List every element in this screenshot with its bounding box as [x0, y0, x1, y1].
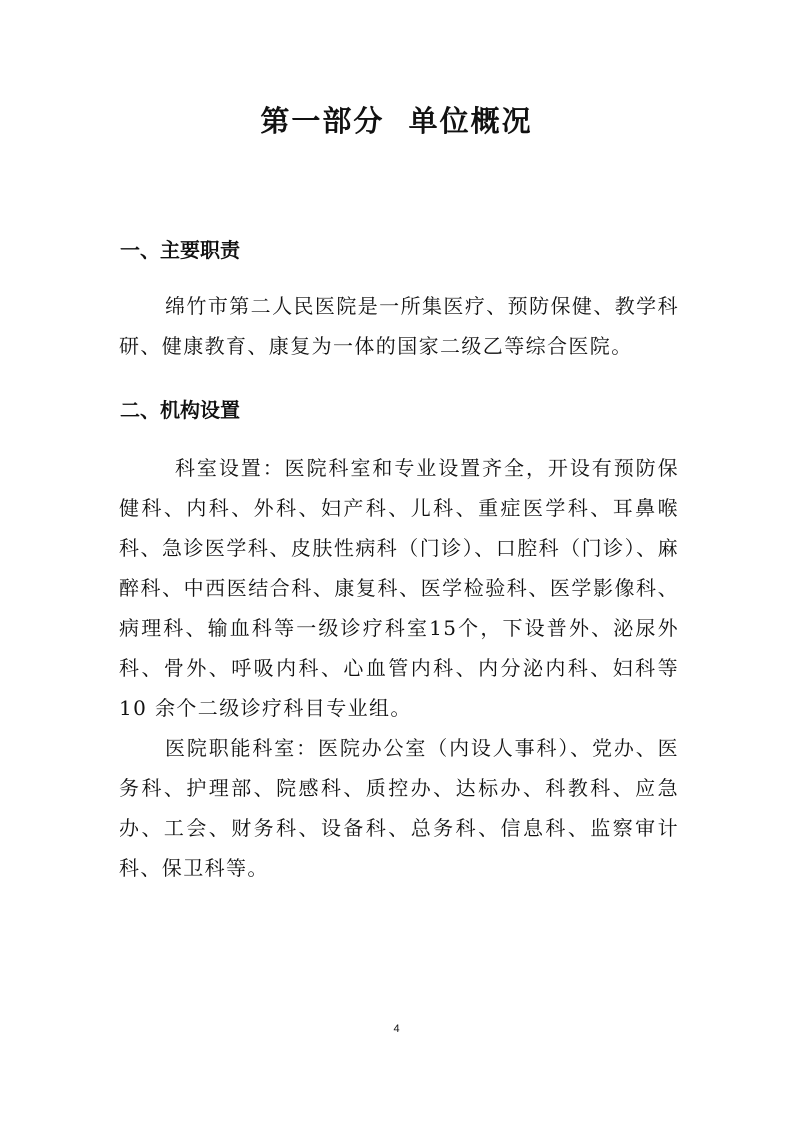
section-heading-main-duties: 一、主要职责 [120, 238, 240, 262]
page-title: 第一部分 单位概况 [260, 104, 533, 138]
paragraph-main-duties: 绵竹市第二人民医院是一所集医疗、预防保健、教学科研、健康教育、康复为一体的国家二级乙等综合医院。 [119, 294, 679, 358]
section-heading-organization: 二、机构设置 [120, 398, 240, 422]
paragraph-department-setup: 科室设置：医院科室和专业设置齐全，开设有预防保健科、内科、外科、妇产科、儿科、重症医学科、耳鼻喉科、急诊医学科、皮肤性病科（门诊）、口腔科（门诊）、麻醉科、中西医结合科、康复科、医学检验科、医学影像科、病理科、输血科等一级诊疗科室15个，下设普外、泌尿外科、骨外、呼吸内科、心血管内科、内分泌内科、妇科等 10 余个二级诊疗科目专业组。 [119, 456, 679, 720]
paragraph-functional-departments: 医院职能科室：医院办公室（内设人事科）、党办、医务科、护理部、院感科、质控办、达标办、科教科、应急办、工会、财务科、设备科、总务科、信息科、监察审计科、保卫科等。 [119, 736, 679, 880]
page-number: 4 [393, 1023, 400, 1035]
